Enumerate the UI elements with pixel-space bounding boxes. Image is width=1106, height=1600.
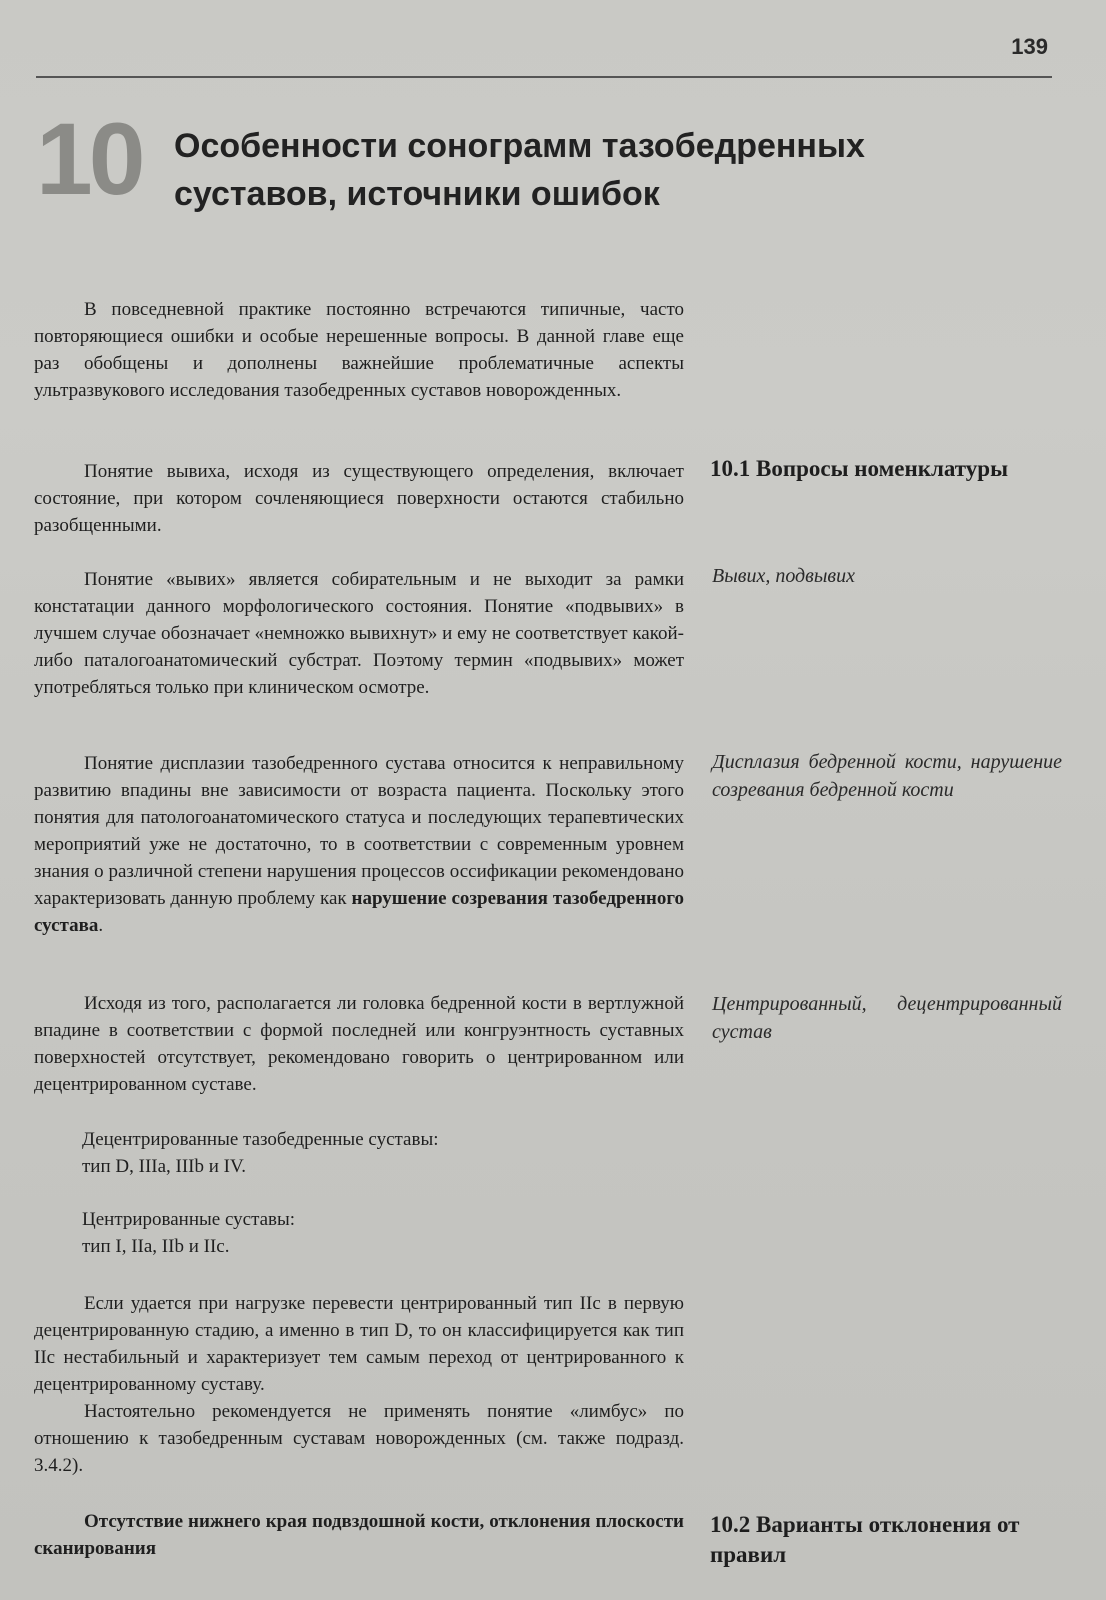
margin-note-centered: Центрированный, децентрированный сустав <box>712 993 1062 1043</box>
margin-note-dislocation: Вывих, подвывих <box>712 565 855 587</box>
chapter-number: 10 <box>36 102 142 216</box>
section-heading-10-1: 10.1 Вопросы номенклатуры <box>710 456 1009 481</box>
decentered-joints-list <box>82 1126 682 1180</box>
paragraph-type-iic-unstable: Если удается при нагрузке перевести центрированный тип IIc в первую децентрированную стадию, а именно в тип D, то он классифицируется как тип IIc нестабильный и характеризует тем самым переход от центрированного к децентрированному суставу. <box>34 1293 684 1395</box>
decentered-joints-label: Децентрированные тазобедренные суставы: <box>82 1129 439 1150</box>
paragraph-intro: В повседневной практике постоянно встречаются типичные, часто повторяющиеся ошибки и особые нерешенные вопросы. В данной главе еще раз обобщены и дополнены важнейшие проблематичные аспекты ультразвукового исследования тазобедренных суставов новорожденных. <box>34 299 684 401</box>
paragraph-dysplasia-text: Понятие дисплазии тазобедренного сустава относится к неправильному развитию впадины вне зависимости от возраста пациента. Поскольку этого понятия для патологоанатомического статуса и последующих терапевтических мероприятий уже не достаточно, то в соответствии с современным уровнем знания о различной степени нарушения процессов оссификации рекомендовано характеризовать данную проблему как <box>34 753 684 909</box>
paragraph-dysplasia-end: . <box>98 915 104 936</box>
centered-joints-label: Центрированные суставы: <box>82 1209 296 1230</box>
paragraph-limbus: Настоятельно рекомендуется не применять понятие «лимбус» по отношению к тазобедренным суставам новорожденных (см. также подразд. 3.4.2). <box>34 1401 684 1476</box>
page-number: 139 <box>1011 34 1048 59</box>
section-heading-10-2: 10.2 Варианты отклонения от правил <box>710 1512 1020 1567</box>
paragraph-dysplasia-term: нарушение созревания тазобедренного сустава <box>34 888 685 936</box>
paragraph-dysplasia <box>34 750 684 939</box>
paragraph-dislocation-definition: Понятие вывиха, исходя из существующего определения, включает состояние, при котором сочленяющиеся поверхности остаются стабильно разобщенными. <box>34 461 684 536</box>
paragraph-centered: Исходя из того, располагается ли головка бедренной кости в вертлужной впадине в соответствии с формой последней или конгруэнтность суставных поверхностей отсутствует, рекомендовано говорить о центрированном или децентрированном суставе. <box>34 993 684 1095</box>
paragraph-subluxation: Понятие «вывих» является собирательным и не выходит за рамки констатации данного морфологического состояния. Понятие «подвывих» в лучшем случае обозначает «немножко вывихнут» и ему не соответствует какой-либо паталогоанатомический субстрат. Поэтому термин «подвывих» может употребляться только при клиническом осмотре. <box>34 569 684 698</box>
decentered-joints-types: тип D, IIIa, IIIb и IV. <box>82 1156 247 1177</box>
centered-joints-list <box>82 1206 682 1260</box>
centered-joints-types: тип I, IIa, IIb и IIc. <box>82 1236 230 1257</box>
paragraph-ilium-subheading: Отсутствие нижнего края подвздошной кости, отклонения плоскости сканирования <box>34 1511 684 1559</box>
header-rule <box>36 76 1052 78</box>
chapter-title: Особенности сонограмм тазобедренных суставов, источники ошибок <box>174 127 865 213</box>
margin-note-dysplasia: Дисплазия бедренной кости, нарушение созревания бедренной кости <box>712 751 1062 801</box>
